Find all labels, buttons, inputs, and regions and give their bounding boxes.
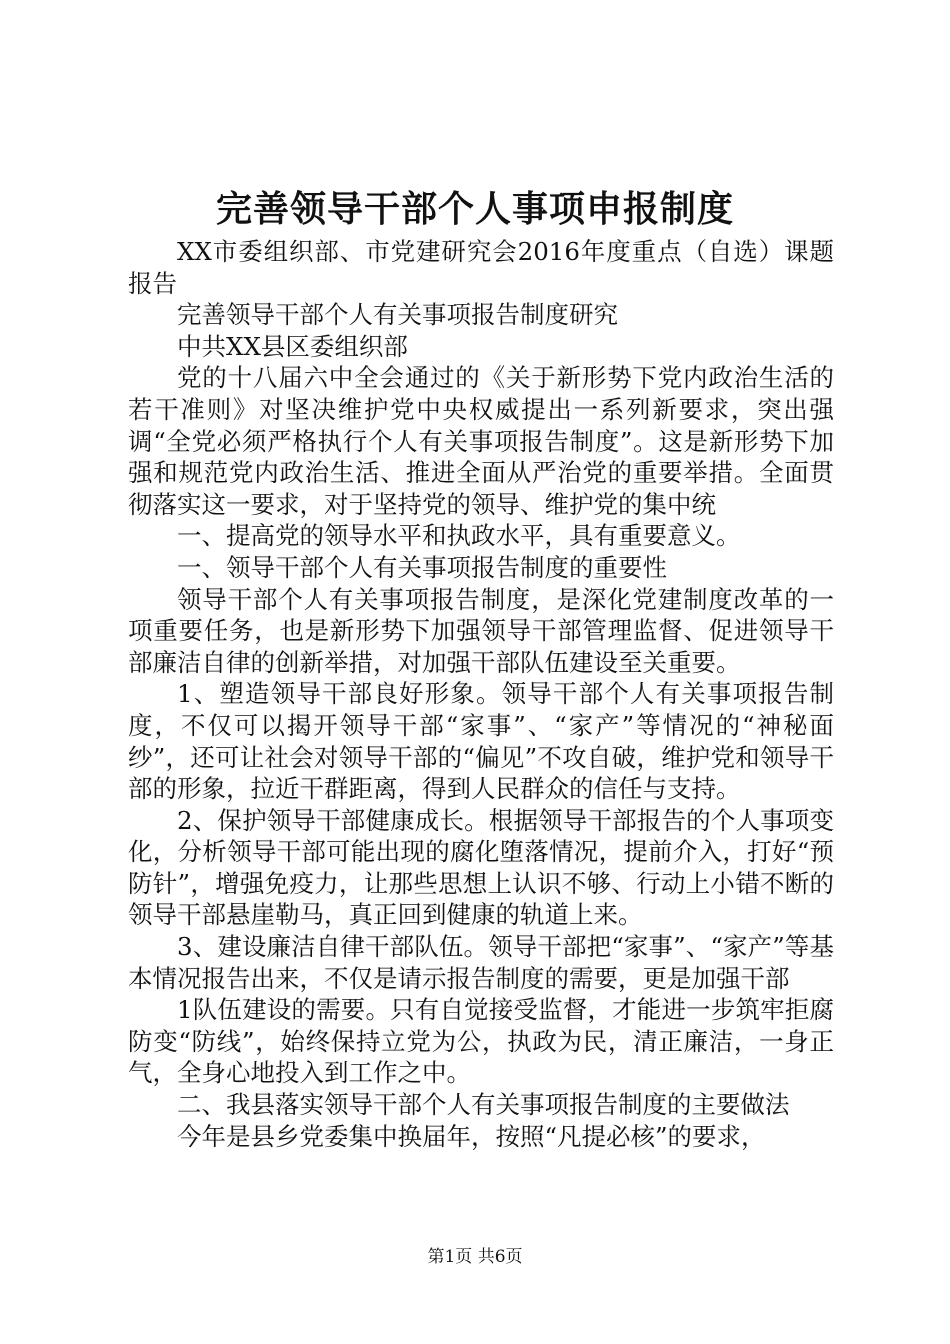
paragraph-author: 中共XX县区委组织部 — [177, 331, 408, 361]
paragraph-intro-cont: 一、提高党的领导水平和执政水平，具有重要意义。 — [177, 521, 741, 551]
page-footer: 第1页 共6页 — [427, 1247, 523, 1267]
section-heading-1: 一、领导干部个人有关事项报告制度的重要性 — [177, 552, 667, 582]
paragraph-importance: 领导干部个人有关事项报告制度，是深化党建制度改革的一项重要任务，也是新形势下加强领导干部管理监督、促进领导干部廉洁自律的创新举措，对加强干部队伍建设至关重要。 — [128, 584, 834, 677]
paragraph-point-1: 1、塑造领导干部良好形象。领导干部个人有关事项报告制度，不仅可以揭开领导干部“家事”、“家产”等情况的“神秘面纱”，还可让社会对领导干部的“偏见”不攻自破，维护党和领导干部的形象，拉近干群距离，得到人民群众的信任与支持。 — [128, 679, 834, 804]
paragraph-point-2: 2、保护领导干部健康成长。根据领导干部报告的个人事项变化，分析领导干部可能出现的腐化堕落情况，提前介入，打好“预防针”，增强免疫力，让那些思想上认识不够、行动上小错不断的领导干部悬崖勒马，真正回到健康的轨道上来。 — [128, 805, 834, 930]
paragraph-point-3: 3、建设廉洁自律干部队伍。领导干部把“家事”、“家产”等基本情况报告出来，不仅是请示报告制度的需要，更是加强干部 — [128, 932, 834, 993]
paragraph-practice: 今年是县乡党委集中换届年，按照“凡提必核”的要求， — [177, 1121, 766, 1151]
section-heading-2: 二、我县落实领导干部个人有关事项报告制度的主要做法 — [177, 1090, 790, 1120]
document-title: 完善领导干部个人事项申报制度 — [215, 188, 734, 230]
paragraph-point-3-cont: 1队伍建设的需要。只有自觉接受监督，才能进一步筑牢拒腐防变“防线”，始终保持立党为公，执政为民，清正廉洁，一身正气，全身心地投入到工作之中。 — [128, 995, 834, 1088]
paragraph-intro: 党的十八届六中全会通过的《关于新形势下党内政治生活的若干准则》对坚决维护党中央权威提出一系列新要求，突出强调“全党必须严格执行个人有关事项报告制度”。这是新形势下加强和规范党内政治生活、推进全面从严治党的重要举措。全面贯彻落实这一要求，对于坚持党的领导、维护党的集中统 — [128, 363, 834, 519]
paragraph-subtitle: 完善领导干部个人有关事项报告制度研究 — [177, 300, 618, 330]
document-body — [128, 236, 834, 1152]
paragraph-topic-line: XX市委组织部、市党建研究会2016年度重点（自选）课题报告 — [128, 237, 834, 298]
